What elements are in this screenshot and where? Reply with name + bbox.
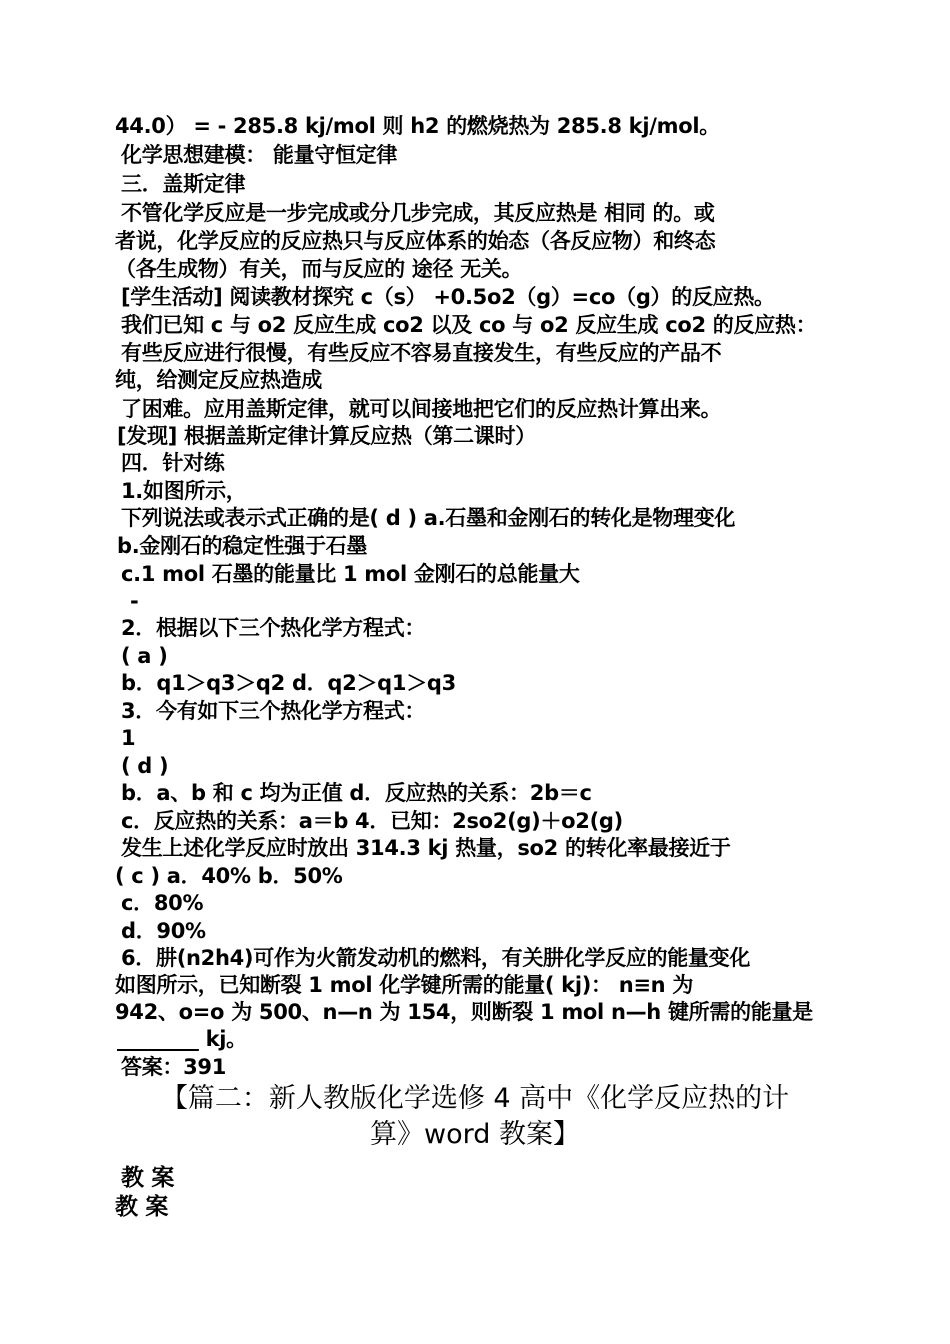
text-line: 有些反应进行很慢，有些反应不容易直接发生，有些反应的产品不: [121, 341, 722, 365]
text-line: 不管化学反应是一步完成或分几步完成，其反应热是 相同 的。或: [121, 201, 715, 225]
text-line: 1.如图所示，: [121, 479, 247, 503]
footer-label: 教 案: [115, 1194, 169, 1220]
text-line: b．q1＞q3＞q2 d．q2＞q1＞q3: [121, 671, 456, 695]
text-line: 发生上述化学反应时放出 314.3 kj 热量，so2 的转化率最接近于: [121, 836, 731, 860]
text-line: c.1 mol 石墨的能量比 1 mol 金刚石的总能量大: [121, 562, 580, 586]
text-line: c．80%: [121, 891, 204, 915]
text-line: ( c ) a．40% b．50%: [115, 864, 343, 888]
article-heading: 【篇二：新人教版化学选修 4 高中《化学反应热的计: [160, 1083, 790, 1114]
text-line: [学生活动] 阅读教材探究 c（s） +0.5o2（g）=co（g）的反应热。: [121, 285, 775, 309]
text-line: 下列说法或表示式正确的是( d ) a.石墨和金刚石的转化是物理变化: [121, 506, 736, 530]
section-title: 三．盖斯定律: [121, 172, 246, 196]
text-line: 2．根据以下三个热化学方程式：: [121, 616, 426, 640]
text-line: ________ kj。: [117, 1027, 247, 1051]
answer-line: 答案：391: [121, 1055, 227, 1079]
text-line: 了困难。应用盖斯定律，就可以间接地把它们的反应热计算出来。: [121, 397, 722, 421]
article-heading: 算》word 教案】: [370, 1119, 580, 1150]
text-line: 942、o=o 为 500、n—n 为 154，则断裂 1 mol n—h 键所需的能量是: [115, 1000, 813, 1024]
text-line: -: [130, 589, 139, 613]
text-line: b．a、b 和 c 均为正值 d．反应热的关系：2b＝c: [121, 781, 592, 805]
text-line: ( d ): [121, 754, 169, 778]
text-line: 我们已知 c 与 o2 反应生成 co2 以及 co 与 o2 反应生成 co2 的反应热：: [121, 313, 817, 337]
text-line: （各生成物）有关，而与反应的 途径 无关。: [115, 257, 523, 281]
text-line: 3．今有如下三个热化学方程式：: [121, 699, 426, 723]
text-line: 化学思想建模： 能量守恒定律: [121, 143, 398, 167]
text-line: 者说，化学反应的反应热只与反应体系的始态（各反应物）和终态: [115, 229, 716, 253]
footer-label: 教 案: [121, 1165, 175, 1191]
text-line: c．反应热的关系：a＝b 4．已知：2so2(g)＋o2(g): [121, 809, 623, 833]
text-line: ( a ): [121, 644, 168, 668]
text-line: 纯，给测定反应热造成: [115, 368, 322, 392]
text-line: [发现] 根据盖斯定律计算反应热（第二课时）: [117, 424, 536, 448]
text-line: b.金刚石的稳定性强于石墨: [117, 534, 368, 558]
text-line: 如图所示，已知断裂 1 mol 化学键所需的能量( kj)： n≡n 为: [115, 973, 694, 997]
section-title: 四．针对练: [121, 451, 225, 475]
text-line: 6．肼(n2h4)可作为火箭发动机的燃料，有关肼化学反应的能量变化: [121, 946, 751, 970]
text-line: 44.0） = - 285.8 kj/mol 则 h2 的燃烧热为 285.8 kj/mol。: [115, 114, 720, 138]
text-line: d．90%: [121, 919, 206, 943]
text-line: 1: [121, 726, 136, 750]
